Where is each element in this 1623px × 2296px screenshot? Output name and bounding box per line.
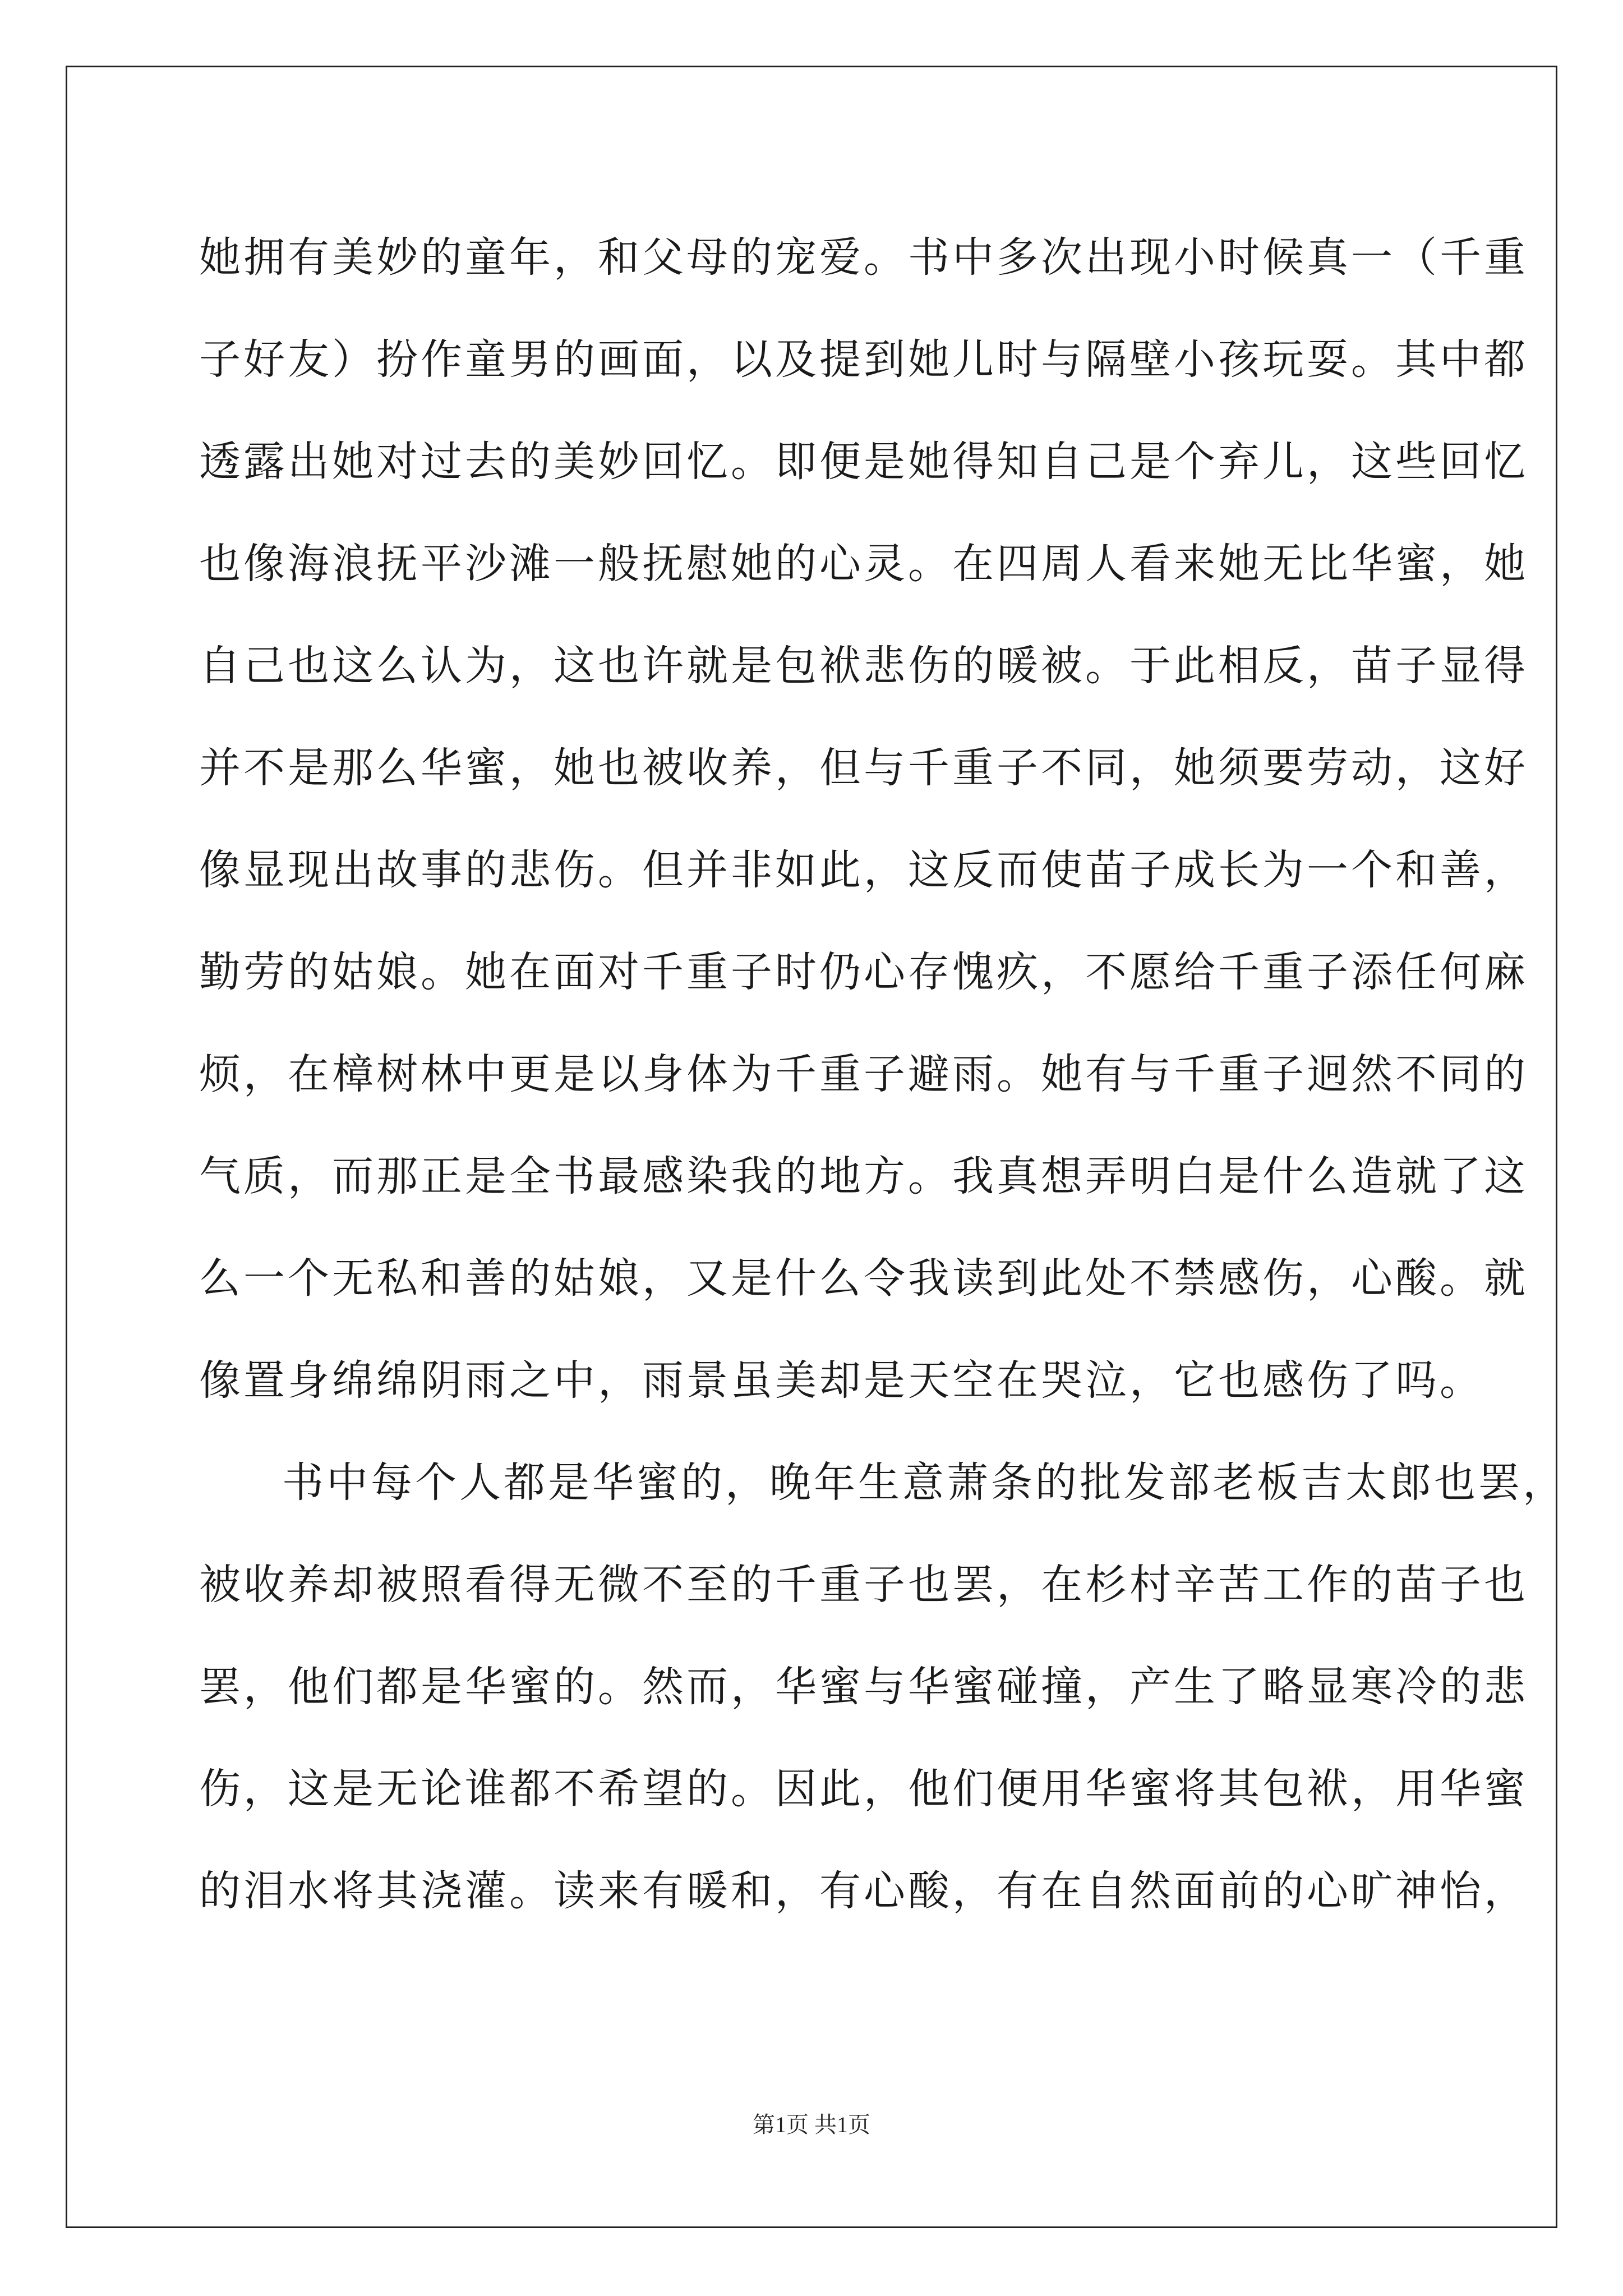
text-line: 烦，在樟树林中更是以身体为千重子避雨。她有与千重子迥然不同的 bbox=[199, 1050, 1528, 1098]
text-line: 像置身绵绵阴雨之中，雨景虽美却是天空在哭泣，它也感伤了吗。 bbox=[199, 1356, 1484, 1405]
text-line: 像显现出故事的悲伤。但并非如此，这反而使苗子成长为一个和善， bbox=[199, 846, 1528, 894]
text-line: 自己也这么认为，这也许就是包袱悲伤的暖被。于此相反，苗子显得 bbox=[199, 642, 1528, 690]
text-line: 并不是那么华蜜，她也被收养，但与千重子不同，她须要劳动，这好 bbox=[199, 744, 1528, 792]
text-line: 被收养却被照看得无微不至的千重子也罢，在杉村辛苦工作的苗子也 bbox=[199, 1561, 1528, 1609]
text-line: 伤，这是无论谁都不希望的。因此，他们便用华蜜将其包袱，用华蜜 bbox=[199, 1765, 1528, 1813]
text-line: 透露出她对过去的美妙回忆。即便是她得知自己是个弃儿，这些回忆 bbox=[199, 438, 1528, 486]
text-line: 么一个无私和善的姑娘，又是什么令我读到此处不禁感伤，心酸。就 bbox=[199, 1254, 1528, 1303]
paragraph-start-line: 书中每个人都是华蜜的，晚年生意萧条的批发部老板吉太郎也罢， bbox=[282, 1458, 1567, 1507]
text-line: 子好友）扮作童男的画面，以及提到她儿时与隔壁小孩玩耍。其中都 bbox=[199, 335, 1528, 384]
text-line: 她拥有美妙的童年，和父母的宠爱。书中多次出现小时候真一（千重 bbox=[199, 233, 1528, 282]
document-body bbox=[199, 206, 1567, 1942]
text-line: 勤劳的姑娘。她在面对千重子时仍心存愧疚，不愿给千重子添任何麻 bbox=[199, 948, 1528, 996]
text-line: 也像海浪抚平沙滩一般抚慰她的心灵。在四周人看来她无比华蜜，她 bbox=[199, 540, 1528, 588]
page-number-footer: 第1页 共1页 bbox=[753, 2112, 870, 2137]
text-line: 气质，而那正是全书最感染我的地方。我真想弄明白是什么造就了这 bbox=[199, 1152, 1528, 1200]
text-line: 的泪水将其浇灌。读来有暖和，有心酸，有在自然面前的心旷神怡， bbox=[199, 1867, 1528, 1915]
text-line: 罢，他们都是华蜜的。然而，华蜜与华蜜碰撞，产生了略显寒冷的悲 bbox=[199, 1663, 1528, 1711]
